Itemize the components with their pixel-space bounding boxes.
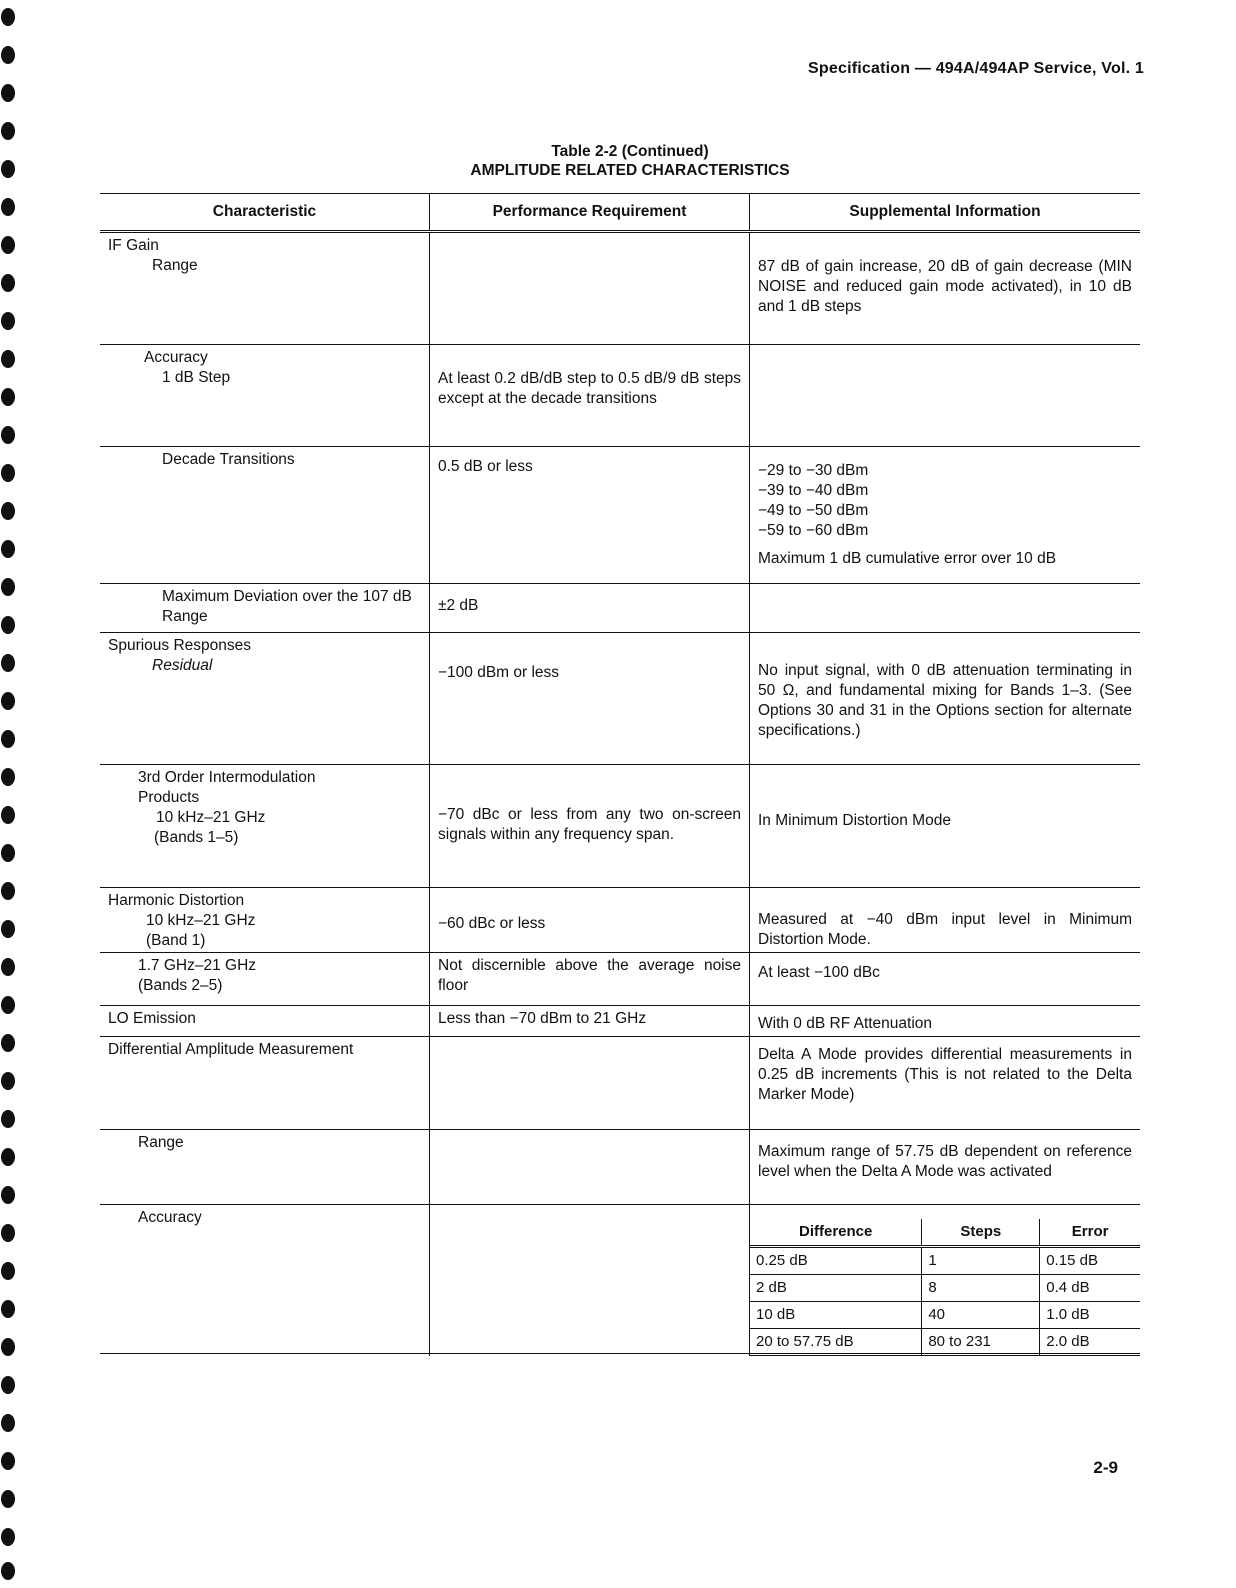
char-text: 1 dB Step	[162, 369, 231, 386]
table-row	[100, 1205, 1140, 1354]
table-title-line1: Table 2-2 (Continued)	[551, 143, 709, 160]
binder-hole	[1, 160, 15, 178]
table-header-row	[100, 193, 1140, 233]
binder-hole	[1, 692, 15, 710]
char-text: Accuracy	[144, 349, 208, 366]
subtable-cell: 8	[922, 1275, 1040, 1302]
binder-holes	[0, 0, 40, 1588]
binder-hole	[1, 654, 15, 672]
table-row	[100, 1037, 1140, 1130]
col-header-supplemental: Supplemental Information	[849, 203, 1041, 220]
subtable-cell: 1.0 dB	[1040, 1302, 1140, 1329]
binder-hole	[1, 806, 15, 824]
binder-hole	[1, 1224, 15, 1242]
char-text: (Bands 2–5)	[138, 977, 223, 994]
sup-line: −49 to −50 dBm	[758, 502, 869, 519]
binder-hole	[1, 768, 15, 786]
char-text: Maximum Deviation over the 107 dB Range	[162, 588, 412, 625]
binder-hole	[1, 1300, 15, 1318]
binder-hole	[1, 388, 15, 406]
cell-characteristic	[100, 888, 430, 955]
running-head: Specification — 494A/494AP Service, Vol. 1	[808, 60, 1144, 77]
table-row	[100, 447, 1140, 584]
binder-hole	[1, 8, 15, 26]
binder-hole	[1, 198, 15, 216]
cell-supplemental: 87 dB of gain increase, 20 dB of gain decrease (MIN NOISE and reduced gain mode activated), in 10 dB and 1 dB steps	[758, 258, 1132, 315]
cell-characteristic: Accuracy	[100, 1205, 430, 1356]
char-text: (Band 1)	[146, 932, 206, 949]
cell-requirement	[430, 1037, 750, 1129]
cell-characteristic	[100, 447, 430, 583]
char-text: Decade Transitions	[162, 451, 295, 468]
binder-hole	[1, 84, 15, 102]
cell-supplemental	[750, 1205, 1140, 1356]
binder-hole	[1, 1528, 15, 1546]
cell-characteristic	[100, 584, 430, 632]
cell-requirement: Not discernible above the average noise floor	[430, 953, 750, 1005]
subtable-cell: 0.15 dB	[1040, 1247, 1140, 1275]
sup-line: −59 to −60 dBm	[758, 522, 869, 539]
subtable-cell: 0.4 dB	[1040, 1275, 1140, 1302]
binder-hole	[1, 1452, 15, 1470]
char-text: Residual	[152, 657, 213, 674]
accuracy-subtable	[750, 1219, 1140, 1356]
binder-hole	[1, 540, 15, 558]
cell-characteristic	[100, 233, 430, 344]
table-title-line2: AMPLITUDE RELATED CHARACTERISTICS	[470, 162, 790, 179]
binder-hole	[1, 1148, 15, 1166]
cell-requirement: −70 dBc or less from any two on-screen signals within any frequency span.	[430, 765, 750, 887]
binder-hole	[1, 502, 15, 520]
binder-hole	[1, 312, 15, 330]
table-row	[100, 888, 1140, 953]
subtable-cell: 80 to 231	[922, 1329, 1040, 1356]
cell-supplemental	[750, 447, 1140, 583]
table-row	[100, 233, 1140, 345]
cell-requirement	[430, 233, 750, 344]
binder-hole	[1, 236, 15, 254]
col-header-performance: Performance Requirement	[430, 194, 750, 230]
subtable-cell: 20 to 57.75 dB	[750, 1329, 922, 1356]
binder-hole	[1, 1110, 15, 1128]
char-text: 1.7 GHz–21 GHz	[138, 957, 257, 974]
cell-supplemental: In Minimum Distortion Mode	[758, 812, 951, 829]
subtable-cell: 1	[922, 1247, 1040, 1275]
binder-hole	[1, 920, 15, 938]
binder-hole	[1, 464, 15, 482]
cell-requirement: At least 0.2 dB/dB step to 0.5 dB/9 dB steps except at the decade transitions	[430, 345, 750, 446]
subtable-header-error: Error	[1040, 1219, 1140, 1247]
binder-hole	[1, 1034, 15, 1052]
cell-supplemental: Measured at −40 dBm input level in Minimum Distortion Mode.	[758, 911, 1132, 948]
binder-hole	[1, 1414, 15, 1432]
binder-hole	[1, 350, 15, 368]
cell-characteristic	[100, 765, 430, 887]
subtable-cell: 40	[922, 1302, 1040, 1329]
cell-characteristic	[100, 345, 430, 446]
sup-line: −39 to −40 dBm	[758, 482, 869, 499]
cell-characteristic: LO Emission	[100, 1006, 430, 1038]
cell-characteristic: Range	[100, 1130, 430, 1204]
subtable-cell: 10 dB	[750, 1302, 922, 1329]
binder-hole	[1, 996, 15, 1014]
binder-hole	[1, 1262, 15, 1280]
cell-requirement: −100 dBm or less	[430, 633, 750, 764]
char-text: Harmonic Distortion	[108, 892, 245, 909]
cell-supplemental	[750, 584, 1140, 632]
char-text: Range	[152, 257, 198, 274]
binder-hole	[1, 274, 15, 292]
table-row	[100, 1130, 1140, 1205]
binder-hole	[1, 122, 15, 140]
table-row	[100, 1006, 1140, 1037]
cell-characteristic	[100, 633, 430, 764]
col-header-characteristic: Characteristic	[100, 194, 430, 230]
table-row	[100, 345, 1140, 447]
subtable-header-difference: Difference	[750, 1219, 922, 1247]
binder-hole	[1, 730, 15, 748]
binder-hole	[1, 426, 15, 444]
table-row	[100, 953, 1140, 1006]
cell-requirement: 0.5 dB or less	[430, 447, 750, 583]
spec-table	[100, 193, 1140, 1354]
cell-requirement	[430, 1130, 750, 1204]
char-text: 10 kHz–21 GHz	[156, 809, 266, 826]
binder-hole	[1, 1338, 15, 1356]
char-text: 10 kHz–21 GHz	[146, 912, 256, 929]
binder-hole	[1, 578, 15, 596]
cell-requirement: ±2 dB	[430, 584, 750, 632]
table-title	[370, 142, 890, 180]
cell-supplemental	[750, 345, 1140, 446]
binder-hole	[1, 1562, 15, 1580]
cell-requirement: Less than −70 dBm to 21 GHz	[430, 1006, 750, 1038]
char-text: 3rd Order Intermodulation	[138, 769, 316, 786]
cell-supplemental: No input signal, with 0 dB attenuation terminating in 50 Ω, and fundamental mixing for Bands 1–3. (See Options 30 and 31 in the Options section for alternate specifications.)	[758, 662, 1132, 739]
cell-supplemental: At least −100 dBc	[758, 964, 880, 981]
binder-hole	[1, 1072, 15, 1090]
binder-hole	[1, 958, 15, 976]
table-row	[100, 633, 1140, 765]
char-text: (Bands 1–5)	[154, 829, 239, 846]
subtable-row	[750, 1275, 1140, 1302]
subtable-row	[750, 1302, 1140, 1329]
subtable-cell: 0.25 dB	[750, 1247, 922, 1275]
char-text: Spurious Responses	[108, 637, 252, 654]
sup-note: Maximum 1 dB cumulative error over 10 dB	[758, 550, 1057, 567]
binder-hole	[1, 882, 15, 900]
binder-hole	[1, 1186, 15, 1204]
subtable-cell: 2 dB	[750, 1275, 922, 1302]
subtable-row	[750, 1247, 1140, 1275]
cell-supplemental: Maximum range of 57.75 dB dependent on reference level when the Delta A Mode was activated	[758, 1143, 1132, 1180]
binder-hole	[1, 46, 15, 64]
binder-hole	[1, 844, 15, 862]
cell-requirement	[430, 1205, 750, 1356]
binder-hole	[1, 1376, 15, 1394]
subtable-cell: 2.0 dB	[1040, 1329, 1140, 1356]
cell-requirement: −60 dBc or less	[430, 888, 750, 955]
binder-hole	[1, 1490, 15, 1508]
binder-hole	[1, 616, 15, 634]
char-text: Products	[138, 789, 200, 806]
cell-characteristic: Differential Amplitude Measurement	[100, 1037, 430, 1129]
subtable-header-steps: Steps	[922, 1219, 1040, 1247]
cell-characteristic	[100, 953, 430, 1005]
table-row	[100, 584, 1140, 633]
sup-line: −29 to −30 dBm	[758, 462, 869, 479]
cell-supplemental: Delta A Mode provides differential measurements in 0.25 dB increments (This is not related to the Delta Marker Mode)	[758, 1046, 1132, 1103]
char-text: IF Gain	[108, 237, 159, 254]
subtable-row	[750, 1329, 1140, 1356]
cell-supplemental: With 0 dB RF Attenuation	[758, 1015, 933, 1032]
page-number: 2-9	[1093, 1458, 1118, 1477]
table-row	[100, 765, 1140, 888]
